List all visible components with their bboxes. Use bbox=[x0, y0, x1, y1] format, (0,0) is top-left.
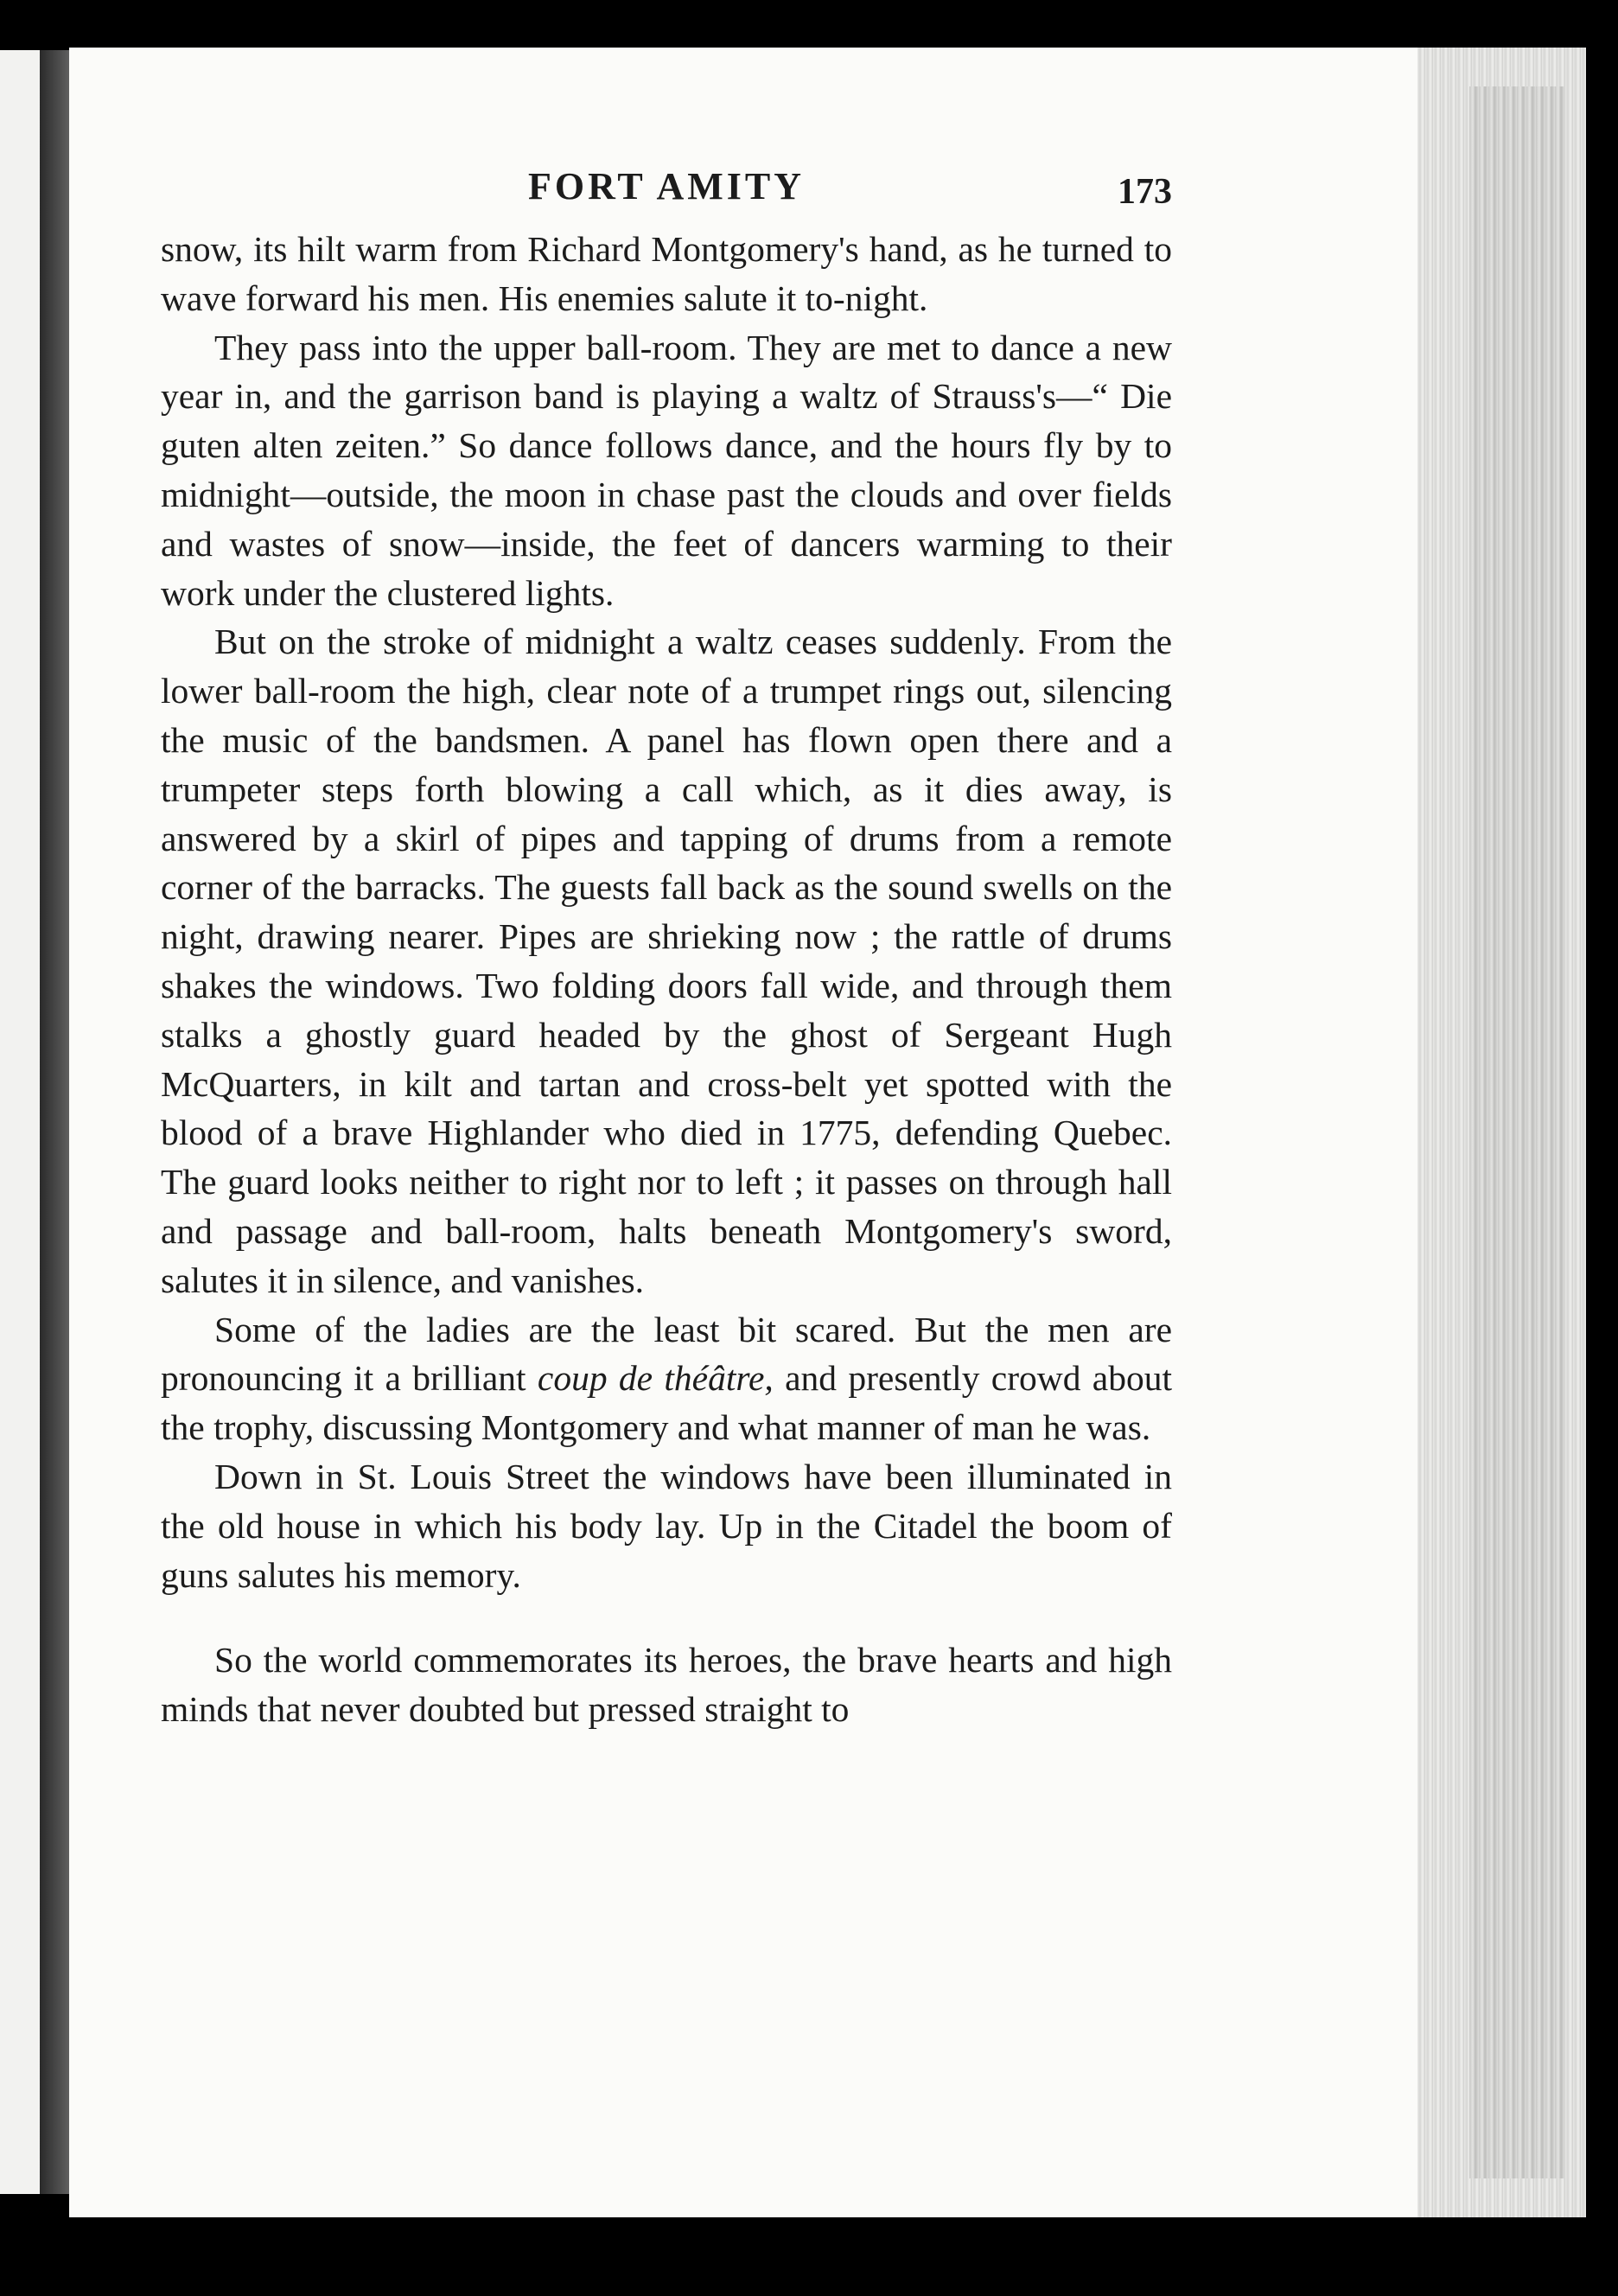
page-text bbox=[161, 164, 1172, 1734]
paragraph-ladies-text-before: Some of the ladies are the least bit scared. But the men are pronouncing it a brilliant bbox=[161, 1309, 1172, 1399]
page-header bbox=[161, 164, 1172, 225]
page-block-edge-inner bbox=[1469, 86, 1564, 2178]
page-number: 173 bbox=[1118, 172, 1172, 212]
paragraph-continued: snow, its hilt warm from Richard Montgomery's hand, as he turned to wave forward his men. His enemies salute it to-night. bbox=[161, 229, 1172, 318]
paragraph-heroes: So the world commemorates its heroes, the brave hearts and high minds that never doubted but pressed straight to bbox=[161, 1640, 1172, 1730]
italic-phrase: coup de théâtre, bbox=[537, 1358, 774, 1399]
paragraph-st-louis-street: Down in St. Louis Street the windows have been illuminated in the old house in which his body lay. Up in the Citadel the boom of guns salutes his memory. bbox=[161, 1456, 1172, 1595]
paragraph-ladies bbox=[161, 1305, 1172, 1452]
paragraph-ball-room: They pass into the upper ball-room. They are met to dance a new year in, and the garrison band is playing a waltz of Strauss's—“ Die guten alten zeiten.” So dance follows dance, and the hours fly by to midnight—outside, the moon in chase past the clouds and over fields and wastes of snow—inside, the feet of dancers warming to their work under the clustered lights. bbox=[161, 327, 1172, 613]
paragraph-ladies-text-after: and presently crowd about the trophy, discussing Montgomery and what manner of man he was. bbox=[161, 1358, 1172, 1448]
paragraph-midnight: But on the stroke of midnight a waltz ceases suddenly. From the lower ball-room the high, clear note of a trumpet rings out, silencing the music of the bandsmen. A panel has flown open there and a trumpeter steps forth blowing a call which, as it dies away, is answered by a skirl of pipes and tapping of drums from a remote corner of the barracks. The guests fall back as the sound swells on the night, drawing nearer. Pipes are shrieking now ; the rattle of drums shakes the windows. Two folding doors fall wide, and through them stalks a ghostly guard headed by the ghost of Sergeant Hugh McQuarters, in kilt and tartan and cross-belt yet spotted with the blood of a brave Highlander who died in 1775, defending Quebec. The guard looks neither to right nor to left ; it passes on through hall and passage and ball-room, halts beneath Montgomery's sword, salutes it in silence, and vanishes. bbox=[161, 622, 1172, 1300]
running-head: FORT AMITY bbox=[527, 165, 805, 207]
